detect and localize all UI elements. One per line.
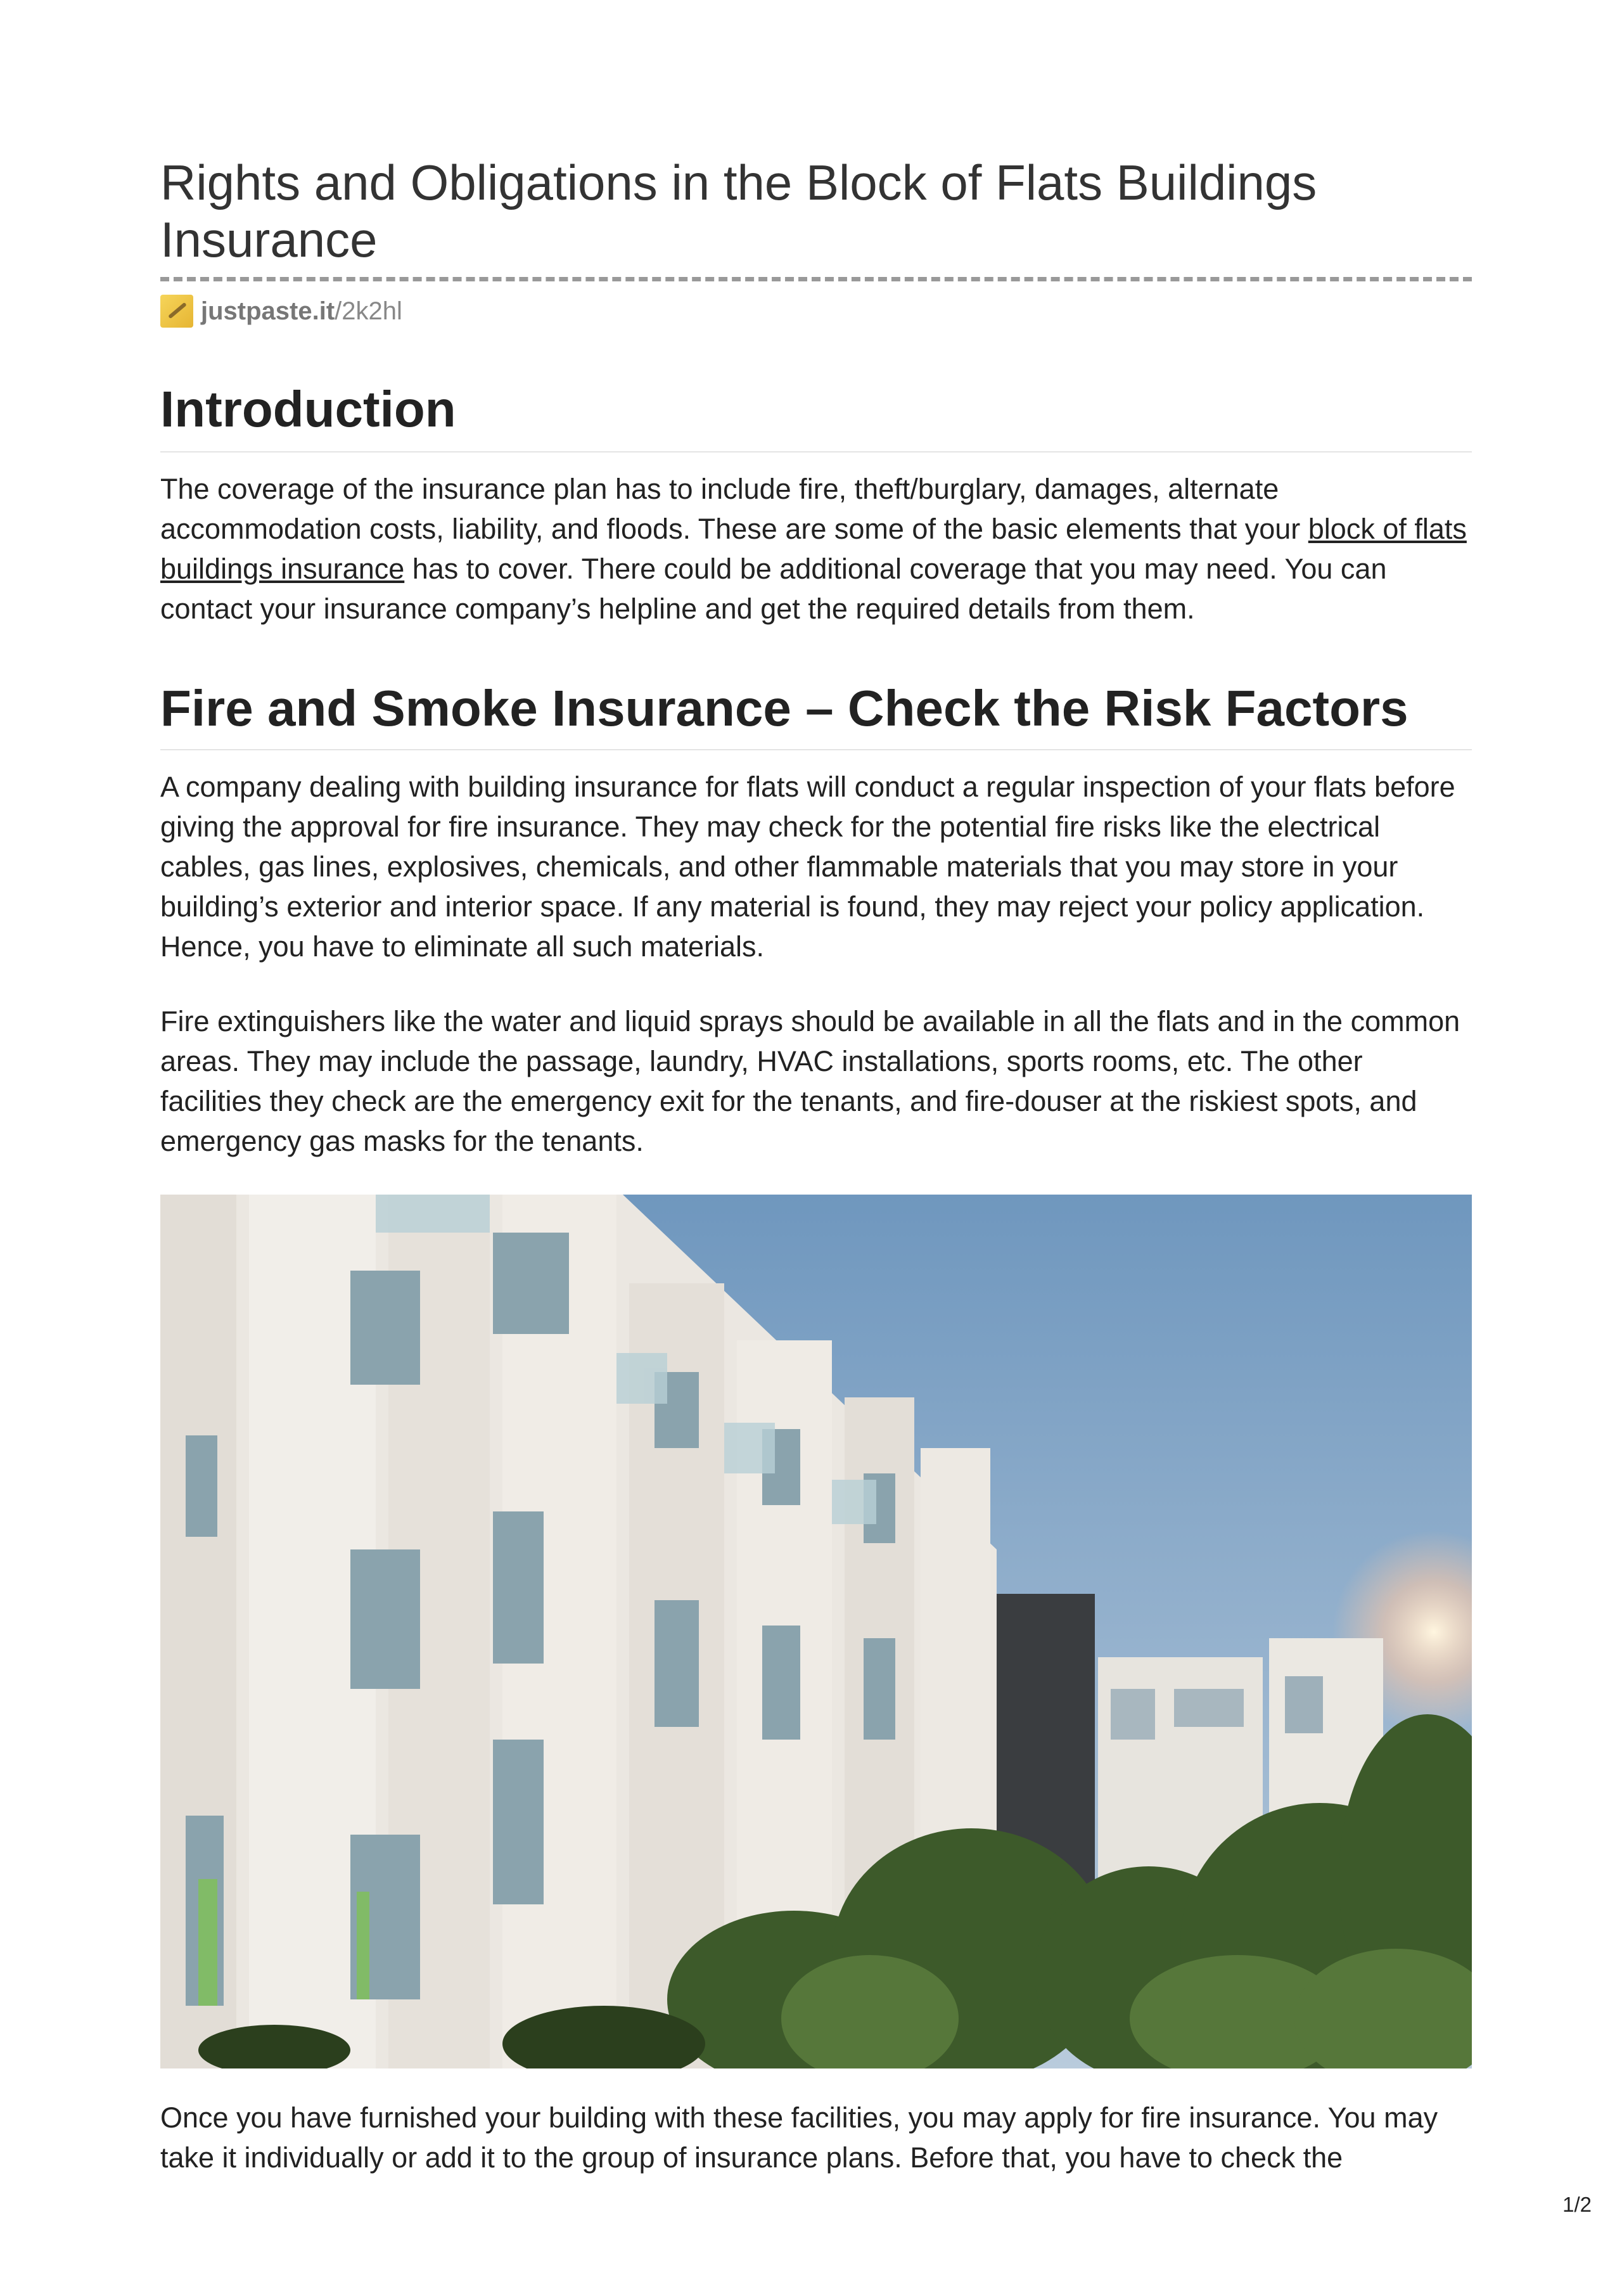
source-link[interactable] — [160, 295, 402, 328]
source-path: /2k2hl — [335, 297, 402, 325]
page-number: 1/2 — [1562, 2193, 1592, 2216]
pencil-note-icon — [160, 295, 193, 328]
fire-paragraph-2: Fire extinguishers like the water and liquid sprays should be available in all the flats and in the common areas. They may include the passage, laundry, HVAC installations, sports rooms, etc. The other facilities they check are the emergency exit for the tenants, and fire-douser at the riskiest spots, and emergency gas masks for the tenants. — [160, 1005, 1460, 1157]
section-heading-introduction: Introduction — [160, 381, 456, 437]
block-of-flats-insurance-link[interactable]: block of flats buildings insurance — [160, 513, 1467, 585]
title-divider — [160, 277, 1472, 281]
section-divider — [160, 749, 1472, 750]
document-title: Rights and Obligations in the Block of Flats Buildings Insurance — [160, 155, 1317, 267]
fire-paragraph-3: Once you have furnished your building with these facilities, you may apply for fire insurance. You may take it individually or add it to the group of insurance plans. Before that, you have to check the — [160, 2101, 1438, 2174]
apartment-buildings-photo — [160, 1195, 1472, 2068]
fire-paragraph-1: A company dealing with building insurance for flats will conduct a regular inspection of your flats before giving the approval for fire insurance. They may check for the potential fire risks like the electrical cables, gas lines, explosives, chemicals, and other flammable materials that you may store in your building’s exterior and interior space. If any material is found, they may reject your policy application. Hence, you have to eliminate all such materials. — [160, 771, 1455, 963]
intro-text-before-link: The coverage of the insurance plan has to include fire, theft/burglary, damages, alternate accommodation costs, liability, and floods. These are some of the basic elements that your — [160, 473, 1308, 545]
intro-text-after-link: has to cover. There could be additional coverage that you may need. You can contact your insurance company’s helpline and get the required details from them. — [160, 553, 1387, 625]
section-divider — [160, 451, 1472, 452]
section-heading-fire-smoke: Fire and Smoke Insurance – Check the Risk Factors — [160, 680, 1408, 736]
source-domain: justpaste.it — [201, 297, 335, 325]
intro-paragraph — [160, 469, 1472, 629]
apartment-buildings-illustration — [160, 1195, 1472, 2068]
